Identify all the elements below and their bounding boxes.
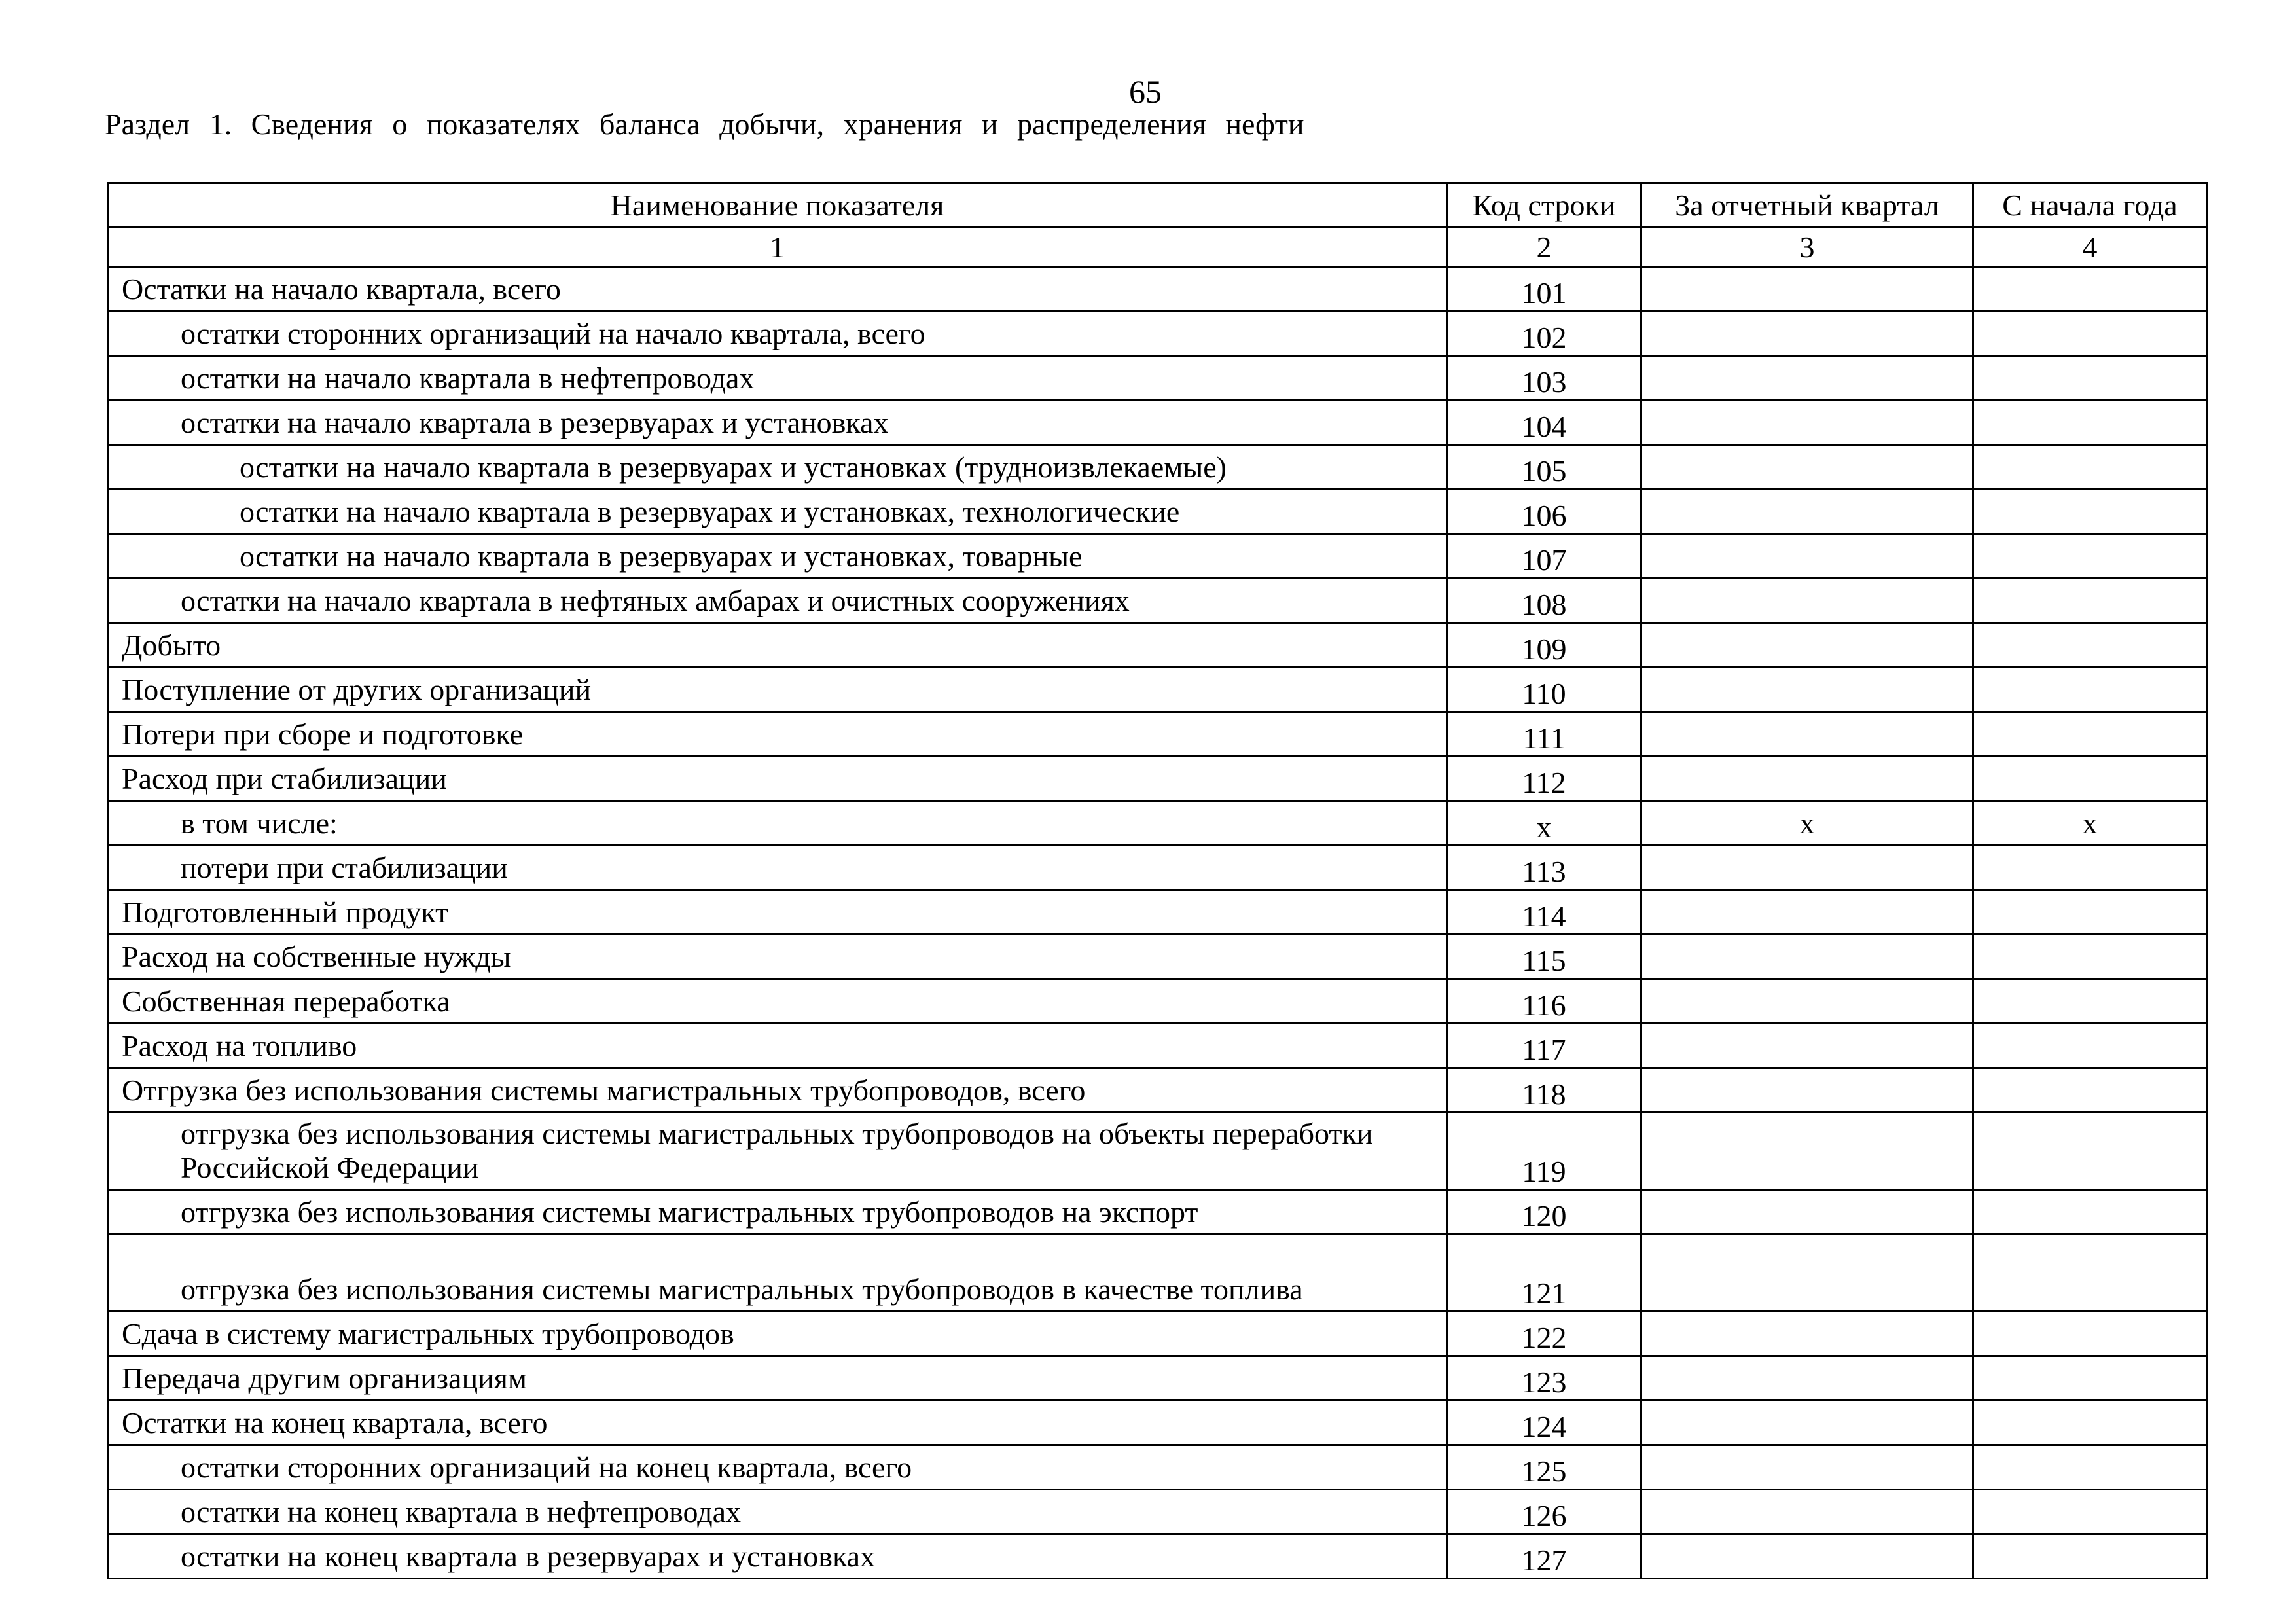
row-code-cell: 118 <box>1447 1068 1641 1113</box>
table-row <box>108 1068 2207 1113</box>
ytd-value-cell[interactable] <box>1973 846 2207 890</box>
quarter-value-cell[interactable] <box>1641 1068 1973 1113</box>
ytd-value-cell[interactable] <box>1973 623 2207 668</box>
indicator-name-cell: Передача другим организациям <box>108 1356 1447 1401</box>
ytd-value-cell[interactable] <box>1973 935 2207 979</box>
ytd-value-cell[interactable] <box>1973 668 2207 712</box>
quarter-value-cell[interactable] <box>1641 267 1973 312</box>
row-code-cell: 109 <box>1447 623 1641 668</box>
ytd-value-cell[interactable] <box>1973 1356 2207 1401</box>
ytd-value-cell[interactable] <box>1973 979 2207 1024</box>
indicator-name-cell: остатки на начало квартала в резервуарах и установках, товарные <box>108 534 1447 579</box>
row-code-cell: 111 <box>1447 712 1641 757</box>
row-code-cell: 117 <box>1447 1024 1641 1068</box>
table-row <box>108 1312 2207 1356</box>
column-number-row <box>108 228 2207 267</box>
table-row <box>108 668 2207 712</box>
header-row-code: Код строки <box>1447 183 1641 228</box>
indicator-name-cell: потери при стабилизации <box>108 846 1447 890</box>
row-code-cell: 102 <box>1447 312 1641 356</box>
quarter-value-cell[interactable] <box>1641 1490 1973 1534</box>
row-code-cell: 116 <box>1447 979 1641 1024</box>
row-code-cell: 114 <box>1447 890 1641 935</box>
row-code-cell: 108 <box>1447 579 1641 623</box>
indicator-name-cell: остатки на начало квартала в нефтепроводах <box>108 356 1447 401</box>
table-row <box>108 356 2207 401</box>
row-code-cell: 124 <box>1447 1401 1641 1445</box>
table-row <box>108 935 2207 979</box>
row-code-cell: 127 <box>1447 1534 1641 1579</box>
ytd-value-cell[interactable] <box>1973 890 2207 935</box>
indicator-name-cell: Расход на собственные нужды <box>108 935 1447 979</box>
oil-balance-table <box>107 182 2208 1579</box>
quarter-value-cell[interactable] <box>1641 579 1973 623</box>
quarter-value-cell[interactable] <box>1641 401 1973 445</box>
indicator-name-cell: остатки на конец квартала в резервуарах и установках <box>108 1534 1447 1579</box>
quarter-value-cell[interactable] <box>1641 979 1973 1024</box>
ytd-value-cell[interactable] <box>1973 490 2207 534</box>
indicator-name-cell: отгрузка без использования системы магистральных трубопроводов на объекты переработки Российской Федерации <box>108 1113 1447 1190</box>
table-row <box>108 1534 2207 1579</box>
table-row <box>108 890 2207 935</box>
ytd-value-cell[interactable] <box>1973 712 2207 757</box>
row-code-cell: 103 <box>1447 356 1641 401</box>
section-title: Раздел 1. Сведения о показателях баланса добычи, хранения и распределения нефти <box>105 107 1304 141</box>
indicator-name-cell: остатки сторонних организаций на начало квартала, всего <box>108 312 1447 356</box>
ytd-value-cell[interactable] <box>1973 312 2207 356</box>
table-row <box>108 579 2207 623</box>
indicator-name-cell: Остатки на конец квартала, всего <box>108 1401 1447 1445</box>
header-indicator-name: Наименование показателя <box>108 183 1447 228</box>
indicator-name-cell: Собственная переработка <box>108 979 1447 1024</box>
table-row <box>108 757 2207 801</box>
row-code-cell: 104 <box>1447 401 1641 445</box>
table-row <box>108 534 2207 579</box>
table-row <box>108 712 2207 757</box>
table-body <box>108 267 2207 1579</box>
quarter-value-cell[interactable] <box>1641 445 1973 490</box>
page-number: 65 <box>1129 73 1162 110</box>
table-row <box>108 1024 2207 1068</box>
table-row <box>108 1401 2207 1445</box>
quarter-value-cell[interactable]: х <box>1641 801 1973 846</box>
indicator-name-cell: Сдача в систему магистральных трубопроводов <box>108 1312 1447 1356</box>
indicator-name-cell: отгрузка без использования системы магистральных трубопроводов в качестве топлива <box>108 1235 1447 1312</box>
table-row <box>108 1190 2207 1235</box>
row-code-cell: 122 <box>1447 1312 1641 1356</box>
row-code-cell: 126 <box>1447 1490 1641 1534</box>
indicator-name-cell: Добыто <box>108 623 1447 668</box>
indicator-name-cell: остатки на начало квартала в резервуарах и установках (трудноизвлекаемые) <box>108 445 1447 490</box>
quarter-value-cell[interactable] <box>1641 534 1973 579</box>
quarter-value-cell[interactable] <box>1641 356 1973 401</box>
quarter-value-cell[interactable] <box>1641 846 1973 890</box>
indicator-name-cell: Потери при сборе и подготовке <box>108 712 1447 757</box>
quarter-value-cell[interactable] <box>1641 1356 1973 1401</box>
ytd-value-cell[interactable] <box>1973 356 2207 401</box>
quarter-value-cell[interactable] <box>1641 935 1973 979</box>
row-code-cell: 121 <box>1447 1235 1641 1312</box>
row-code-cell: 125 <box>1447 1445 1641 1490</box>
table-row <box>108 401 2207 445</box>
quarter-value-cell[interactable] <box>1641 1190 1973 1235</box>
ytd-value-cell[interactable] <box>1973 1235 2207 1312</box>
row-code-cell: 123 <box>1447 1356 1641 1401</box>
quarter-value-cell[interactable] <box>1641 312 1973 356</box>
indicator-name-cell: остатки на начало квартала в резервуарах и установках <box>108 401 1447 445</box>
row-code-cell: 105 <box>1447 445 1641 490</box>
ytd-value-cell[interactable] <box>1973 534 2207 579</box>
table-row <box>108 490 2207 534</box>
indicator-name-cell: Расход на топливо <box>108 1024 1447 1068</box>
row-code-cell: 101 <box>1447 267 1641 312</box>
table-row <box>108 267 2207 312</box>
ytd-value-cell[interactable] <box>1973 1312 2207 1356</box>
table-row <box>108 1490 2207 1534</box>
ytd-value-cell[interactable] <box>1973 445 2207 490</box>
table-row <box>108 801 2207 846</box>
indicator-name-cell: остатки на конец квартала в нефтепроводах <box>108 1490 1447 1534</box>
row-code-cell: х <box>1447 801 1641 846</box>
ytd-value-cell[interactable] <box>1973 401 2207 445</box>
indicator-name-cell: Подготовленный продукт <box>108 890 1447 935</box>
quarter-value-cell[interactable] <box>1641 757 1973 801</box>
quarter-value-cell[interactable] <box>1641 1235 1973 1312</box>
indicator-name-cell: остатки на начало квартала в резервуарах и установках, технологические <box>108 490 1447 534</box>
ytd-value-cell[interactable] <box>1973 1024 2207 1068</box>
ytd-value-cell[interactable] <box>1973 267 2207 312</box>
indicator-name-cell: Остатки на начало квартала, всего <box>108 267 1447 312</box>
quarter-value-cell[interactable] <box>1641 1024 1973 1068</box>
row-code-cell: 106 <box>1447 490 1641 534</box>
quarter-value-cell[interactable] <box>1641 1445 1973 1490</box>
indicator-name-cell: остатки на начало квартала в нефтяных амбарах и очистных сооружениях <box>108 579 1447 623</box>
ytd-value-cell[interactable] <box>1973 757 2207 801</box>
row-code-cell: 112 <box>1447 757 1641 801</box>
quarter-value-cell[interactable] <box>1641 623 1973 668</box>
column-number-1: 1 <box>108 228 1447 267</box>
column-number-3: 3 <box>1641 228 1973 267</box>
ytd-value-cell[interactable] <box>1973 1113 2207 1190</box>
row-code-cell: 113 <box>1447 846 1641 890</box>
ytd-value-cell[interactable] <box>1973 1068 2207 1113</box>
table-row <box>108 979 2207 1024</box>
table-row <box>108 846 2207 890</box>
ytd-value-cell[interactable] <box>1973 1445 2207 1490</box>
quarter-value-cell[interactable] <box>1641 890 1973 935</box>
quarter-value-cell[interactable] <box>1641 1401 1973 1445</box>
quarter-value-cell[interactable] <box>1641 1113 1973 1190</box>
table-row <box>108 1235 2207 1312</box>
ytd-value-cell[interactable] <box>1973 1534 2207 1579</box>
table-row <box>108 1356 2207 1401</box>
header-year-to-date: С начала года <box>1973 183 2207 228</box>
row-code-cell: 110 <box>1447 668 1641 712</box>
row-code-cell: 115 <box>1447 935 1641 979</box>
ytd-value-cell[interactable] <box>1973 1401 2207 1445</box>
column-number-4: 4 <box>1973 228 2207 267</box>
indicator-name-cell: отгрузка без использования системы магистральных трубопроводов на экспорт <box>108 1190 1447 1235</box>
quarter-value-cell[interactable] <box>1641 668 1973 712</box>
indicator-name-cell: остатки сторонних организаций на конец квартала, всего <box>108 1445 1447 1490</box>
row-code-cell: 119 <box>1447 1113 1641 1190</box>
quarter-value-cell[interactable] <box>1641 712 1973 757</box>
table-row <box>108 1445 2207 1490</box>
indicator-name-cell: Отгрузка без использования системы магистральных трубопроводов, всего <box>108 1068 1447 1113</box>
ytd-value-cell[interactable]: х <box>1973 801 2207 846</box>
ytd-value-cell[interactable] <box>1973 1190 2207 1235</box>
indicator-name-cell: Поступление от других организаций <box>108 668 1447 712</box>
quarter-value-cell[interactable] <box>1641 1534 1973 1579</box>
table-row <box>108 1113 2207 1190</box>
indicator-name-cell: Расход при стабилизации <box>108 757 1447 801</box>
ytd-value-cell[interactable] <box>1973 579 2207 623</box>
quarter-value-cell[interactable] <box>1641 1312 1973 1356</box>
table-header-row <box>108 183 2207 228</box>
row-code-cell: 107 <box>1447 534 1641 579</box>
header-reporting-quarter: За отчетный квартал <box>1641 183 1973 228</box>
table-row <box>108 445 2207 490</box>
indicator-name-cell: в том числе: <box>108 801 1447 846</box>
table-row <box>108 623 2207 668</box>
row-code-cell: 120 <box>1447 1190 1641 1235</box>
table-row <box>108 312 2207 356</box>
quarter-value-cell[interactable] <box>1641 490 1973 534</box>
column-number-2: 2 <box>1447 228 1641 267</box>
ytd-value-cell[interactable] <box>1973 1490 2207 1534</box>
